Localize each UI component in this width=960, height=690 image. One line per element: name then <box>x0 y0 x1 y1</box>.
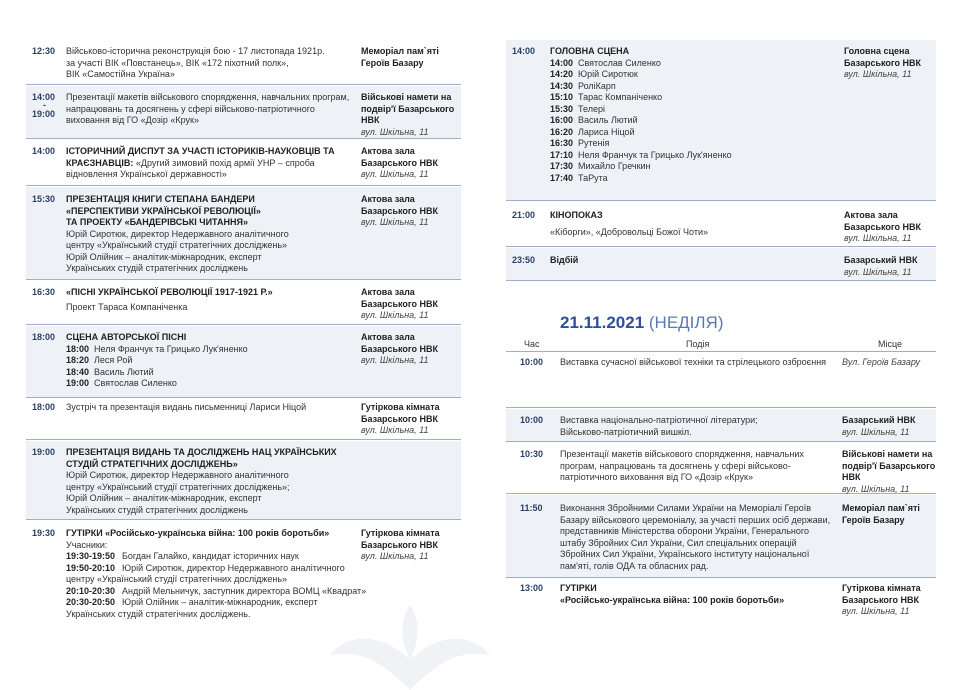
sub-item: 20:30-20:50 Юрій Олійник – аналітик-міжнародник, експерт <box>66 597 318 607</box>
schedule-row <box>26 187 461 280</box>
schedule-row <box>26 399 461 440</box>
event-place: Гутіркова кімната Базарського НВК вул. Шкільна, 11 <box>361 402 440 435</box>
schedule-row <box>506 353 936 408</box>
event-description: СЦЕНА АВТОРСЬКОЇ ПІСНІ 18:00 Неля Франчук та Грицько Лук'яненко 18:20 Леся Рой 18:40 Василь Лютий 19:00 Святослав Силенко <box>66 332 356 390</box>
schedule-row <box>506 409 936 442</box>
event-description: Презентації макетів військового спорядження, навчальних програм, напрацювань та досягнень у сфері військово- патріотичного виховання від ГО «Дозір «Крук» <box>560 449 804 482</box>
event-time: 18:00 <box>32 332 56 342</box>
sub-item: 16:00 Василь Лютий <box>550 115 638 125</box>
day-title <box>560 313 724 333</box>
event-place: Військові намети на подвір'ї Базарського НВК вул. Шкільна, 11 <box>842 449 936 494</box>
sub-item: 15:10 Тарас Компаніченко <box>550 92 663 102</box>
sub-item: 19:00 Святослав Силенко <box>66 378 177 388</box>
event-time: 14:00 <box>32 146 56 156</box>
sub-item: 16:20 Лариса Ніцой <box>550 126 635 137</box>
event-place: Меморіал пам`яті Героїв Базару <box>842 503 920 525</box>
event-time: 10:30 <box>520 449 544 459</box>
event-place: Військові намети на подвір'ї Базарського НВК вул. Шкільна, 11 <box>361 92 455 137</box>
event-place: Гутіркова кімната Базарського НВК вул. Шкільна, 11 <box>361 528 440 561</box>
day-date: 21.11.2021 <box>560 313 645 332</box>
event-time: 10:00 <box>520 357 544 367</box>
event-description: Відбій <box>550 255 579 265</box>
event-time: 14:00 <box>32 92 56 102</box>
event-description: Презентації макетів військового спорядження, навчальних програм, напрацювань та досягнень у сфері військово-патріотичного виховання від ГО «Дозір «Крук» <box>66 92 350 125</box>
schedule-row <box>26 281 461 325</box>
event-time: 21:00 <box>512 210 536 220</box>
event-description: Виконання Збройними Силами України на Меморіалі Героїв Базару військового церемоніалу, за участі перших осіб держави, представників Міністерства оборони України, Генерального штабу Збройних Сил України, Сил спеціальних операцій Збройних Сил України, Українського інституту національної пам'яті, голів ОДА та обласних рад. <box>560 503 831 571</box>
schedule-row <box>26 441 461 520</box>
sub-item: 14:30 РоліКарп <box>550 80 616 91</box>
schedule-row <box>506 40 936 201</box>
event-time: 10:00 <box>520 415 544 425</box>
event-description: КІНОПОКАЗ «Кіборги», «Добровольці Божої Чоти» <box>550 210 708 237</box>
sub-item: 20:10-20:30 Андрій Мельничук, заступник директора ВОМЦ «Квадрат» <box>66 585 367 596</box>
event-time: 15:30 <box>32 194 56 204</box>
sub-item: 19:30-19:50 Богдан Галайко, кандидат історичних наук <box>66 551 299 561</box>
event-place: Базарський НВК вул. Шкільна, 11 <box>842 415 916 437</box>
schedule-row <box>26 140 461 186</box>
header-event: Подія <box>686 339 710 349</box>
event-place: Актова зала Базарського НВК вул. Шкільна, 11 <box>361 146 438 179</box>
event-description: ПРЕЗЕНТАЦІЯ КНИГИ СТЕПАНА БАНДЕРИ «ПЕРСПЕКТИВИ УКРАЇНСЬКОЇ РЕВОЛЮЦІЇ» ТА ПРОЕКТУ «БАНДЕРІВСЬКІ ЧИТАННЯ» Юрій Сиротюк, директор Недержавного аналітичного центру «Український студії стратегічних досліджень» Юрій Олійник – аналітик-міжнародник, експерт Українських студій стратегічних досліджень <box>66 194 289 273</box>
event-description: ГУТІРКИ «Російсько-українська війна: 100 років боротьби» <box>560 583 785 605</box>
sub-item: 15:30 Телері <box>550 103 605 114</box>
schedule-row <box>506 579 936 619</box>
header-time: Час <box>524 339 540 349</box>
event-description: Зустріч та презентація видань письменниці Лариси Ніцой <box>66 402 307 412</box>
sub-item: 16:30 Рутенія <box>550 138 610 148</box>
event-time: 19:30 <box>32 528 56 538</box>
sub-item: Українських студій стратегічних досліджень. <box>66 608 251 619</box>
day-weekday: (НЕДІЛЯ) <box>648 313 724 332</box>
event-place: Гутіркова кімната Базарського НВК вул. Шкільна, 11 <box>842 583 921 616</box>
sub-item: 17:40 ТаРута <box>550 172 608 183</box>
sub-item: 18:40 Василь Лютий <box>66 366 154 377</box>
ornament-decoration <box>300 600 520 690</box>
event-place: Вул. Героїв Базару <box>842 357 921 367</box>
event-place: Базарський НВК вул. Шкільна, 11 <box>844 255 918 277</box>
sub-item: 18:00 Неля Франчук та Грицько Лук'яненко <box>66 343 248 354</box>
sub-item: 14:20 Юрій Сиротюк <box>550 69 638 79</box>
schedule-row <box>26 86 461 139</box>
schedule-row <box>506 248 936 281</box>
event-description: ГОЛОВНА СЦЕНА 14:00 Святослав Силенко 14:20 Юрій Сиротюк 14:30 РоліКарп 15:10 Тарас Компаніченко 15:30 Телері 16:00 Василь Лютий 16:20 Лариса Ніцой 16:30 Рутенія 17:10 Неля Франчук та Грицько Лук'яненко 17:30 Михайло Гречкин 17:40 ТаРута <box>550 46 830 184</box>
schedule-row <box>506 202 936 247</box>
schedule-row <box>26 326 461 398</box>
event-description: Виставка сучасної військової техніки та стрілецького озброєння <box>560 357 827 367</box>
event-time: 18:00 <box>32 402 56 412</box>
event-description: «ПІСНІ УКРАЇНСЬКОЇ РЕВОЛЮЦІЇ 1917-1921 Р.» Проект Тараса Компаніченка <box>66 287 273 312</box>
event-time: 13:00 <box>520 583 544 593</box>
schedule-row <box>26 40 461 85</box>
event-place: Головна сцена Базарського НВК вул. Шкільна, 11 <box>844 46 921 79</box>
event-description: ГУТІРКИ «Російсько-українська війна: 100 років боротьби» Учасники: 19:30-19:50 Богдан Галайко, кандидат історичних наук 19:50-20:10 Юрій Сиротюк, директор Недержавного аналітичного центру «Український студії стратегічних досліджень» 20:10-20:30 Андрій Мельничук, заступник директора ВОМЦ «Квадрат» 20:30-20:50 Юрій Олійник – аналітик-міжнародник, експерт Українських студій стратегічних досліджень. <box>66 528 367 619</box>
sub-item: центру «Український студії стратегічних досліджень» <box>66 574 288 584</box>
sub-item: 17:10 Неля Франчук та Грицько Лук'яненко <box>550 149 732 160</box>
event-time: 14:00 <box>512 46 536 56</box>
event-description: ПРЕЗЕНТАЦІЯ ВИДАНЬ ТА ДОСЛІДЖЕНЬ НАЦ УКРАЇНСЬКИХ СТУДІЙ СТРАТЕГІЧНИХ ДОСЛІДЖЕНЬ» Юрій Сиротюк, директор Недержавного аналітичного центру «Український студії стратегічних досліджень»; Юрій Олійник – аналітик-міжнародник, експерт Українських студій стратегічних досліджень <box>66 447 337 515</box>
header-place: Місце <box>878 339 903 349</box>
event-time: 11:50 <box>520 503 543 513</box>
event-time-end: 19:00 <box>32 109 56 119</box>
event-place: Актова зала Базарського НВК вул. Шкільна, 11 <box>844 210 921 243</box>
sub-item: 18:20 Леся Рой <box>66 355 133 365</box>
time-dash: - <box>43 100 46 110</box>
event-place: Актова зала Базарського НВК вул. Шкільна, 11 <box>361 332 438 365</box>
event-description: Виставка національно-патріотичної літератури; Військово-патріотичний вишкіл. <box>560 415 758 437</box>
sub-item: 17:30 Михайло Гречкин <box>550 161 651 171</box>
event-time: 19:00 <box>32 447 56 457</box>
event-place: Меморіал пам`яті Героїв Базару <box>361 46 439 68</box>
sub-item: 19:50-20:10 Юрій Сиротюк, директор Недержавного аналітичного <box>66 562 345 573</box>
schedule-row <box>506 495 936 578</box>
sub-item: 14:00 Святослав Силенко <box>550 57 661 68</box>
event-place: Актова зала Базарського НВК вул. Шкільна, 11 <box>361 194 438 227</box>
event-description: Військово-історична реконструкція бою - 17 листопада 1921р. за участі ВІК «Повстанець», ВІК «172 піхотний полк», ВІК «Самостійна Україна» <box>66 46 325 79</box>
event-description: ІСТОРИЧНИЙ ДИСПУТ ЗА УЧАСТІ ІСТОРИКІВ-НАУКОВЦІВ ТА КРАЄЗНАВЦІВ: «Другий зимовий похід армії УНР – спроба відновлення Української державності» <box>66 146 335 179</box>
event-place: Актова зала Базарського НВК вул. Шкільна, 11 <box>361 287 438 320</box>
table-header <box>506 337 936 352</box>
event-time: 23:50 <box>512 255 536 265</box>
schedule-row <box>506 443 936 494</box>
event-time: 12:30 <box>32 46 56 56</box>
event-time: 16:30 <box>32 287 56 297</box>
